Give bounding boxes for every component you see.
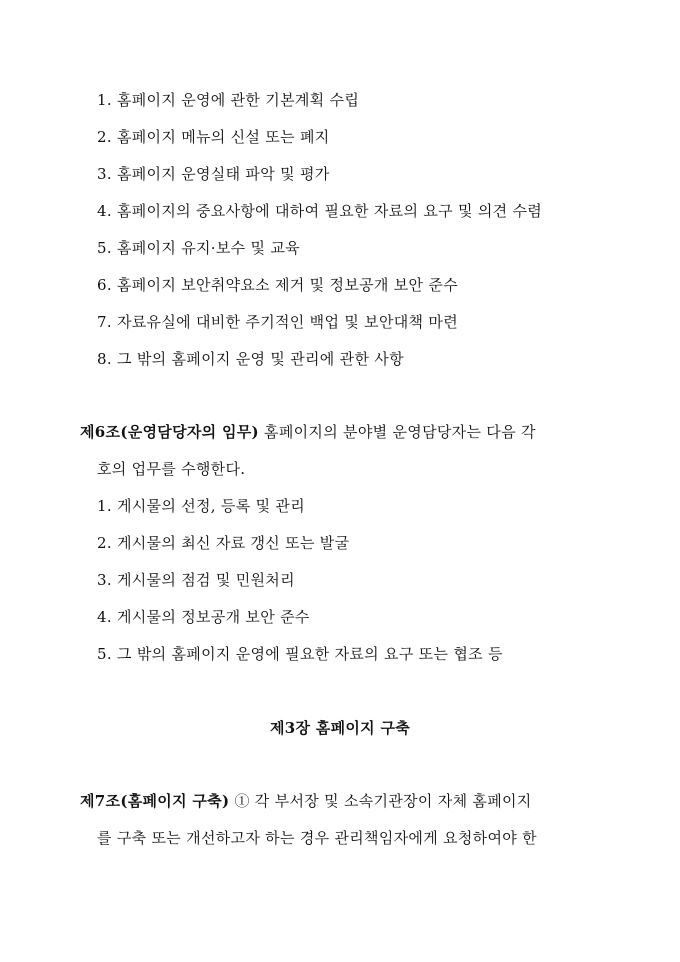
list-item: 8. 그 밖의 홈페이지 운영 및 관리에 관한 사항 bbox=[97, 350, 404, 368]
list-item: 1. 게시물의 선정, 등록 및 관리 bbox=[97, 497, 306, 515]
article-6-text-continued: 호의 업무를 수행한다. bbox=[97, 460, 246, 478]
chapter-heading: 제3장 홈페이지 구축 bbox=[269, 719, 411, 737]
list-item: 2. 게시물의 최신 자료 갱신 또는 발굴 bbox=[97, 534, 350, 552]
list-item: 2. 홈페이지 메뉴의 신설 또는 폐지 bbox=[97, 128, 330, 146]
list-item: 3. 게시물의 점검 및 민원처리 bbox=[97, 571, 295, 589]
article-6-text: 홈페이지의 분야별 운영담당자는 다음 각 bbox=[258, 423, 536, 441]
list-item: 5. 그 밖의 홈페이지 운영에 필요한 자료의 요구 또는 협조 등 bbox=[97, 645, 503, 663]
article-7-text-continued: 를 구축 또는 개선하고자 하는 경우 관리책임자에게 요청하여야 한 bbox=[97, 829, 537, 847]
article-7-title: 제7조(홈페이지 구축) bbox=[80, 792, 230, 810]
list-item: 7. 자료유실에 대비한 주기적인 백업 및 보안대책 마련 bbox=[97, 313, 458, 331]
list-item: 4. 게시물의 정보공개 보안 준수 bbox=[97, 608, 310, 626]
list-item: 1. 홈페이지 운영에 관한 기본계획 수립 bbox=[97, 91, 360, 109]
article-7-paragraph bbox=[80, 791, 532, 811]
list-item: 4. 홈페이지의 중요사항에 대하여 필요한 자료의 요구 및 의견 수렴 bbox=[97, 202, 543, 220]
list-item: 5. 홈페이지 유지·보수 및 교육 bbox=[97, 239, 300, 257]
list-item: 6. 홈페이지 보안취약요소 제거 및 정보공개 보안 준수 bbox=[97, 276, 458, 294]
article-7-text: ① 각 부서장 및 소속기관장이 자체 홈페이지 bbox=[229, 792, 532, 810]
article-6-title: 제6조(운영담당자의 임무) bbox=[80, 423, 259, 441]
list-item: 3. 홈페이지 운영실태 파악 및 평가 bbox=[97, 165, 330, 183]
article-6-paragraph bbox=[80, 422, 536, 442]
